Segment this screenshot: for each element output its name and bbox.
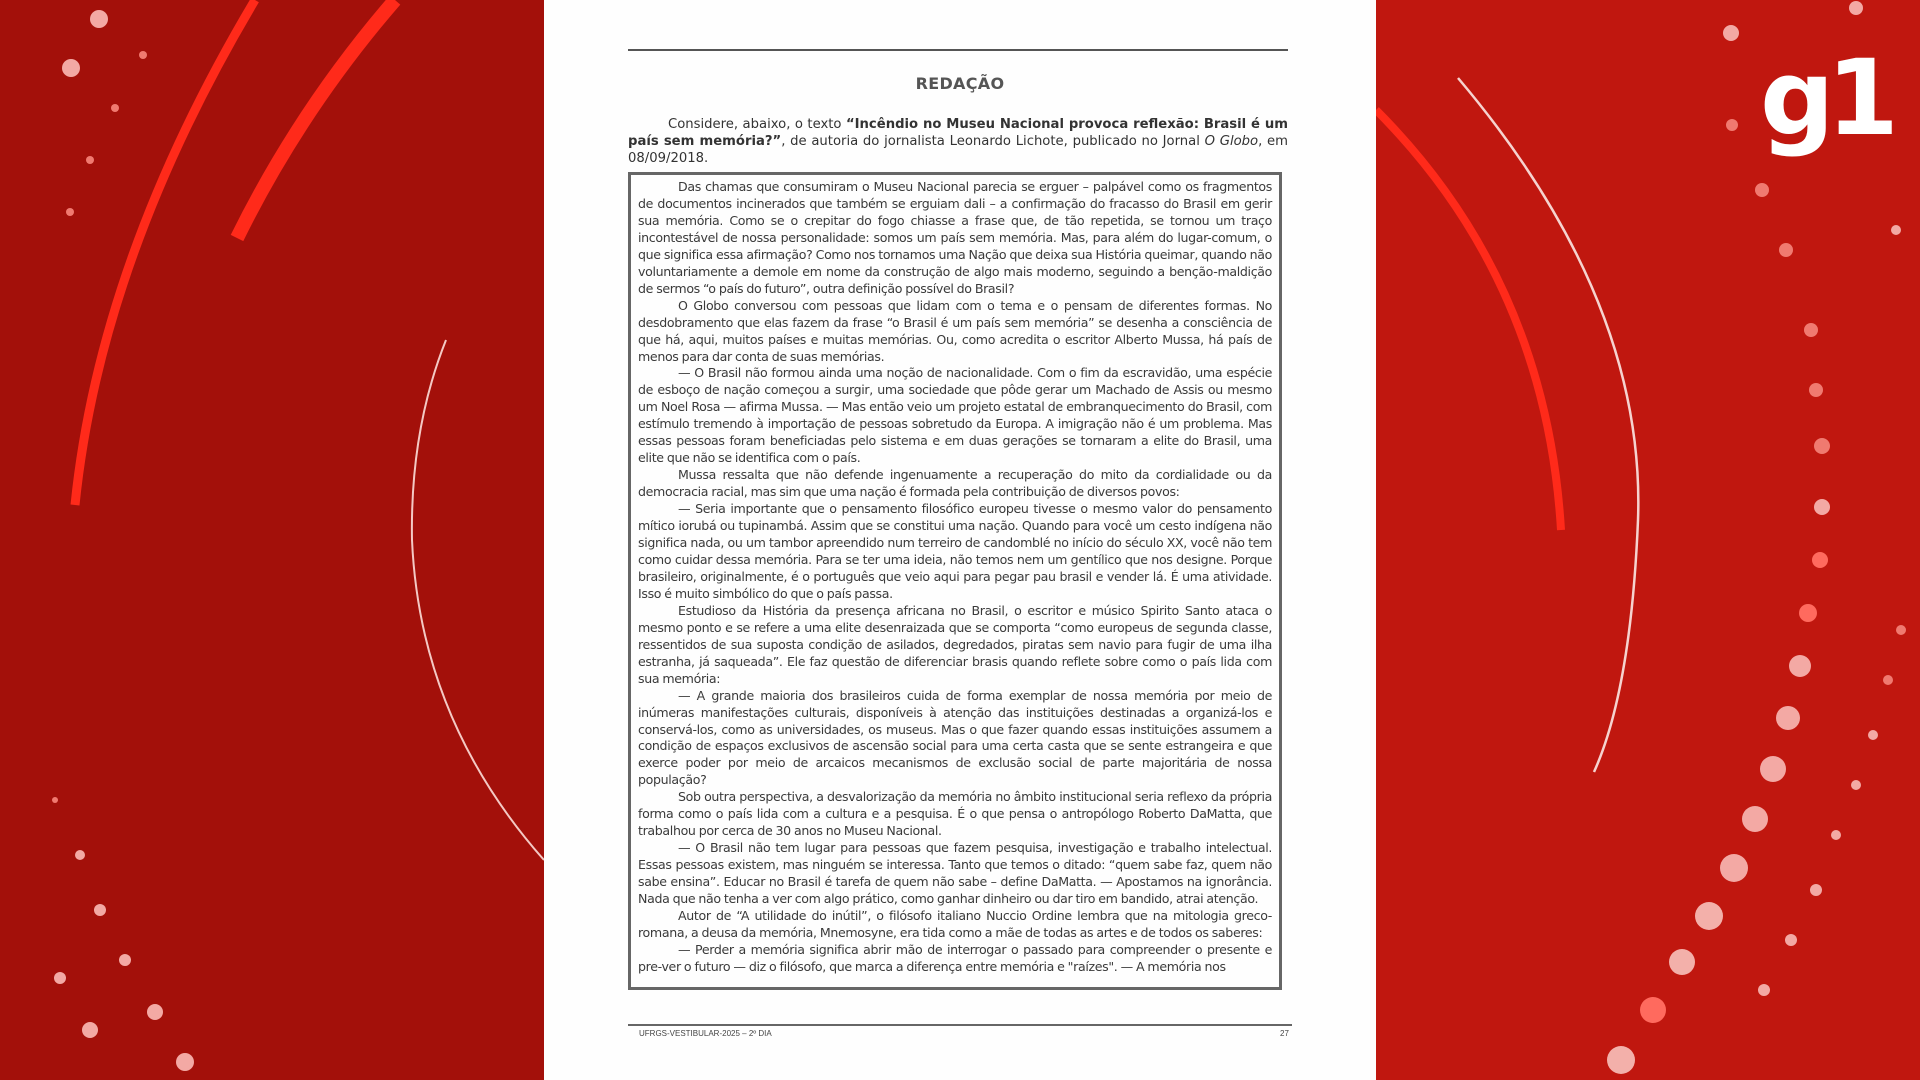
text-paragraph: Autor de “A utilidade do inútil”, o filósofo italiano Nuccio Ordine lembra que na mitologia greco-romana, a deusa da memória, Mnemosyne, era tida como a mãe de todas as artes e de todos os saberes:: [638, 907, 1272, 940]
intro-statement: [628, 116, 1288, 167]
decorative-arcs-left: [0, 0, 544, 1080]
intro-newspaper: O Globo: [1204, 134, 1259, 149]
right-background-panel: [1376, 0, 1920, 1080]
text-paragraph: — O Brasil não formou ainda uma noção de nacionalidade. Com o fim da escravidão, uma espécie de esboço de nação começou a surgir, uma sociedade que pôde gerar um Machado de Assis ou mesmo um Noel Rosa — afirma Mussa. — Mas então veio um projeto estatal de embranquecimento do Brasil, com estímulo tremendo à importação de pessoas sobretudo da Europa. A imigração não é um problema. Mas essas pessoas foram beneficiadas pelo sistema e em duas gerações se tornaram a elite do Brasil, uma elite que não se identifica com o país.: [638, 365, 1272, 466]
text-paragraph: — Perder a memória significa abrir mão de interrogar o passado para compreender o presente e pre-ver o futuro — diz o filósofo, que marca a diferença entre memória e "raízes". — A memória nos: [638, 941, 1272, 974]
intro-middle: , de autoria do jornalista Leonardo Lichote, publicado no Jornal: [781, 134, 1205, 149]
text-paragraph: — Seria importante que o pensamento filosófico europeu tivesse o mesmo valor do pensamento mítico iorubá ou tupinambá. Assim que se constitui uma nação. Quando para você um cesto indígena não significa nada, ou um tambor apreendido num terreiro de candomblé no início do século XX, você não tem como cuidar dessa memória. Para se ter uma ideia, não temos nem um gentílico que nos designe. Porque brasileiro, originalmente, é o português que veio aqui para pegar pau brasil e vender lá. É uma atividade. Isso é muito simbólico do que o país passa.: [638, 501, 1272, 601]
page-number: 27: [1280, 1029, 1289, 1038]
text-paragraph: Mussa ressalta que não defende ingenuamente a recuperação do mito da cordialidade ou da democracia racial, mas sim que uma nação é formada pela contribuição de diversos povos:: [638, 467, 1272, 500]
text-paragraph: Sob outra perspectiva, a desvalorização da memória no âmbito institucional seria reflexo da própria forma como o país lida com a cultura e a pesquisa. É o que pensa o antropólogo Roberto DaMatta, que trabalhou por cerca de 30 anos no Museu Nacional.: [638, 789, 1272, 839]
g1-logo: g1: [1760, 37, 1891, 159]
text-paragraph: Das chamas que consumiram o Museu Nacional parecia se erguer – palpável como os fragmentos de documentos incinerados que também se erguiam dali – a confirmação do fracasso do Brasil em gerir sua memória. Como se o crepitar do fogo chiasse a frase que, de tão repetida, se tornou um traço incontestável de nossa personalidade: somos um país sem memória. Mas, para além do lugar-comum, o que significa essa afirmação? Como nos tornamos uma Nação que deixa sua História queimar, quando não voluntariamente a demole em nome da construção de algo mais moderno, seguindo a benção-maldição de sermos “o país do futuro”, outra definição possível do Brasil?: [638, 179, 1272, 296]
text-paragraph: — O Brasil não tem lugar para pessoas que fazem pesquisa, investigação e trabalho intelectual. Essas pessoas existem, mas ninguém se interessa. Tanto que temos o ditado: “quem sabe faz, quem não sabe ensina”. Educar no Brasil é tarefa de quem não sabe – define DaMatta. — Apostamos na ignorância. Nada que não tenha a ver com algo prático, como ganhar dinheiro ou dar tiro em bandido, atrai atenção.: [638, 840, 1272, 907]
source-text-box: [628, 172, 1282, 990]
text-paragraph: O Globo conversou com pessoas que lidam com o tema e o pensam de diferentes formas. No desdobramento que elas fazem da frase “o Brasil é um país sem memória” se desenha a consciência de que há, aqui, muitos países e muitas memórias. Ou, como acredita o escritor Alberto Mussa, há país de menos para dar conta de suas memórias.: [638, 297, 1272, 364]
text-paragraph: Estudioso da História da presença africana no Brasil, o escritor e músico Spirito Santo ataca o mesmo ponto e se refere a uma elite desenraizada que se comporta “como europeus de segunda classe, ressentidos de sua suposta condição de asilados, degredados, piratas sem navio para fugir de uma ilha estranha, já saqueada”. Ele faz questão de diferenciar brasis quando reflete sobre como o país lida com sua memória:: [638, 602, 1272, 686]
left-background-panel: [0, 0, 544, 1080]
intro-suffix: , em 08/09/2018.: [628, 134, 1288, 166]
exam-footer-label: UFRGS-VESTIBULAR-2025 – 2º DIA: [639, 1029, 772, 1038]
decorative-arcs-right: [1376, 0, 1920, 1080]
header-rule: [628, 49, 1288, 51]
footer-rule: [628, 1024, 1292, 1026]
page-title: REDAÇÃO: [915, 74, 1005, 93]
intro-prefix: Considere, abaixo, o texto: [668, 117, 846, 132]
intro-headline: “Incêndio no Museu Nacional provoca reflexão: Brasil é um país sem memória?”: [628, 117, 1288, 149]
text-paragraph: — A grande maioria dos brasileiros cuida de forma exemplar de nossa memória por meio de inúmeras manifestações culturais, disponíveis à atenção das instituições destinadas a organizá-los e conservá-los, como as universidades, os museus. Mas o que fazer quando essas instituições assumem a condição de espaços exclusivos de ascensão social para uma certa casta que se sente estrangeira e que exerce poder por meio de arcaicos mecanismos de exclusão social de parte majoritária de nossa população?: [638, 687, 1272, 788]
exam-page: [544, 0, 1376, 1080]
